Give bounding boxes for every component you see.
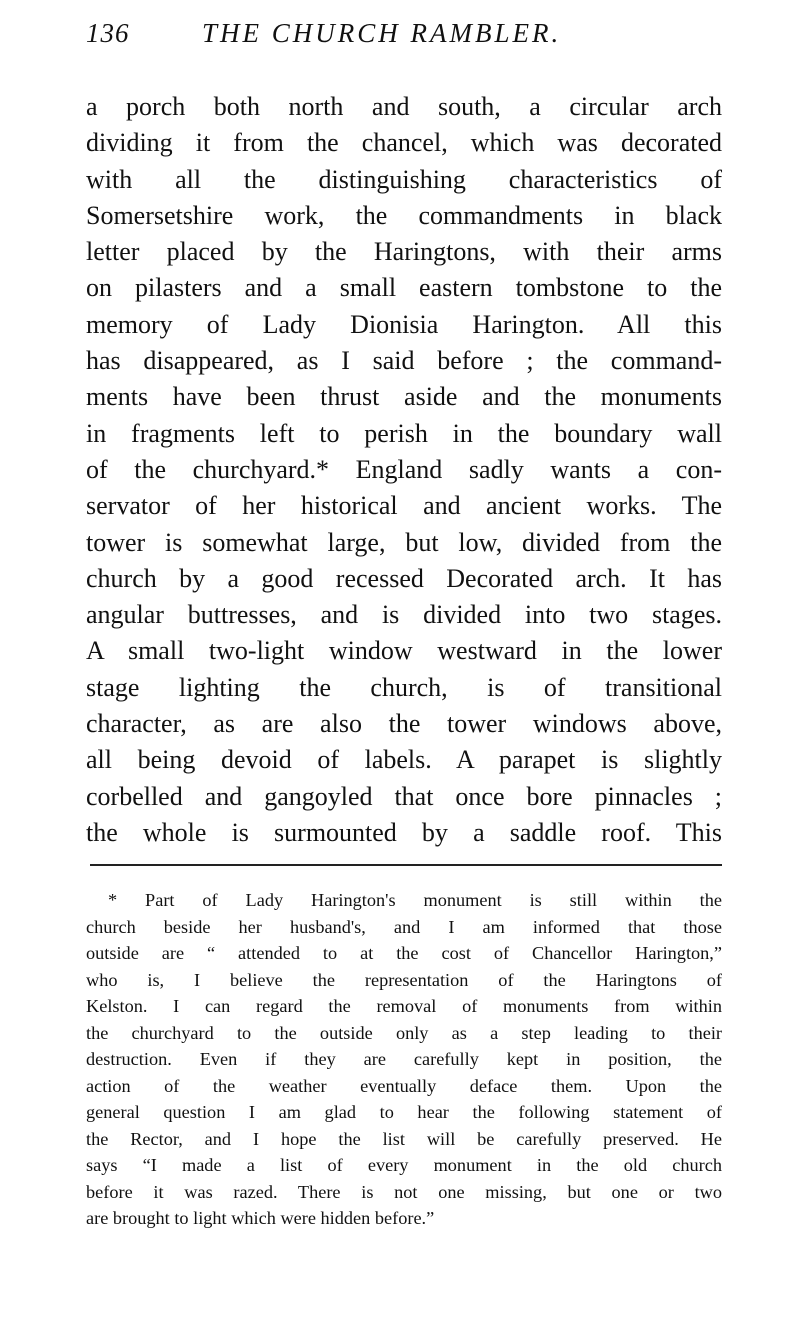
body-line: tower is somewhat large, but low, divided from the xyxy=(86,527,722,557)
footnote-line: general question I am glad to hear the following statement of xyxy=(86,1102,722,1122)
footnote-line: the Rector, and I hope the list will be carefully preserved. He xyxy=(86,1128,722,1149)
body-line: on pilasters and a small eastern tombstone to the xyxy=(86,273,722,303)
footnote-line: action of the weather eventually deface them. Upon the xyxy=(86,1075,722,1096)
body-line: in fragments left to perish in the boundary wall xyxy=(86,418,722,448)
body-line: memory of Lady Dionisia Harington. All this xyxy=(86,309,722,339)
footnote-line: destruction. Even if they are carefully kept in position, the xyxy=(86,1049,722,1069)
body-line: character, as are also the tower windows above, xyxy=(86,709,722,739)
body-line: has disappeared, as I said before ; the command- xyxy=(86,346,722,376)
body-line: dividing it from the chancel, which was decorated xyxy=(86,128,722,158)
body-line: Somersetshire work, the commandments in black xyxy=(86,200,722,230)
body-line: A small two-light window westward in the lower xyxy=(86,636,722,666)
footnote-line: Kelston. I can regard the removal of monuments from within xyxy=(86,996,722,1016)
footnote-line: * Part of Lady Harington's monument is still within the xyxy=(108,890,722,910)
running-head xyxy=(86,18,722,58)
body-text xyxy=(86,89,722,851)
body-line: all being devoid of labels. A parapet is slightly xyxy=(86,745,722,775)
body-line: angular buttresses, and is divided into two stages. xyxy=(86,600,722,630)
body-line: the whole is surmounted by a saddle roof. This xyxy=(86,817,722,847)
body-line: church by a good recessed Decorated arch. It has xyxy=(86,563,722,593)
footnote-line: who is, I believe the representation of the Haringtons of xyxy=(86,969,722,990)
footnote-line: says “I made a list of every monument in the old church xyxy=(86,1155,722,1175)
footnote-line: the churchyard to the outside only as a step leading to their xyxy=(86,1022,722,1043)
body-line: a porch both north and south, a circular arch xyxy=(86,92,722,121)
body-line: corbelled and gangoyled that once bore pinnacles ; xyxy=(86,781,722,811)
footnote-divider xyxy=(90,864,722,866)
running-title: THE CHURCH RAMBLER. xyxy=(202,18,562,48)
footnote-line: are brought to light which were hidden before.” xyxy=(86,1208,435,1228)
footnote-line: before it was razed. There is not one missing, but one or two xyxy=(86,1181,722,1202)
body-line: stage lighting the church, is of transitional xyxy=(86,672,722,702)
body-line: of the churchyard.* England sadly wants a con- xyxy=(86,454,722,484)
body-line: with all the distinguishing characteristics of xyxy=(86,164,722,194)
body-line: ments have been thrust aside and the monuments xyxy=(86,382,722,412)
body-line: letter placed by the Haringtons, with their arms xyxy=(86,237,722,267)
footnote xyxy=(86,887,722,1232)
page-number: 136 xyxy=(86,18,130,48)
body-line: servator of her historical and ancient works. The xyxy=(86,491,722,521)
footnote-line: church beside her husband's, and I am informed that those xyxy=(86,916,722,937)
footnote-line: outside are “ attended to at the cost of Chancellor Harington,” xyxy=(86,943,722,963)
